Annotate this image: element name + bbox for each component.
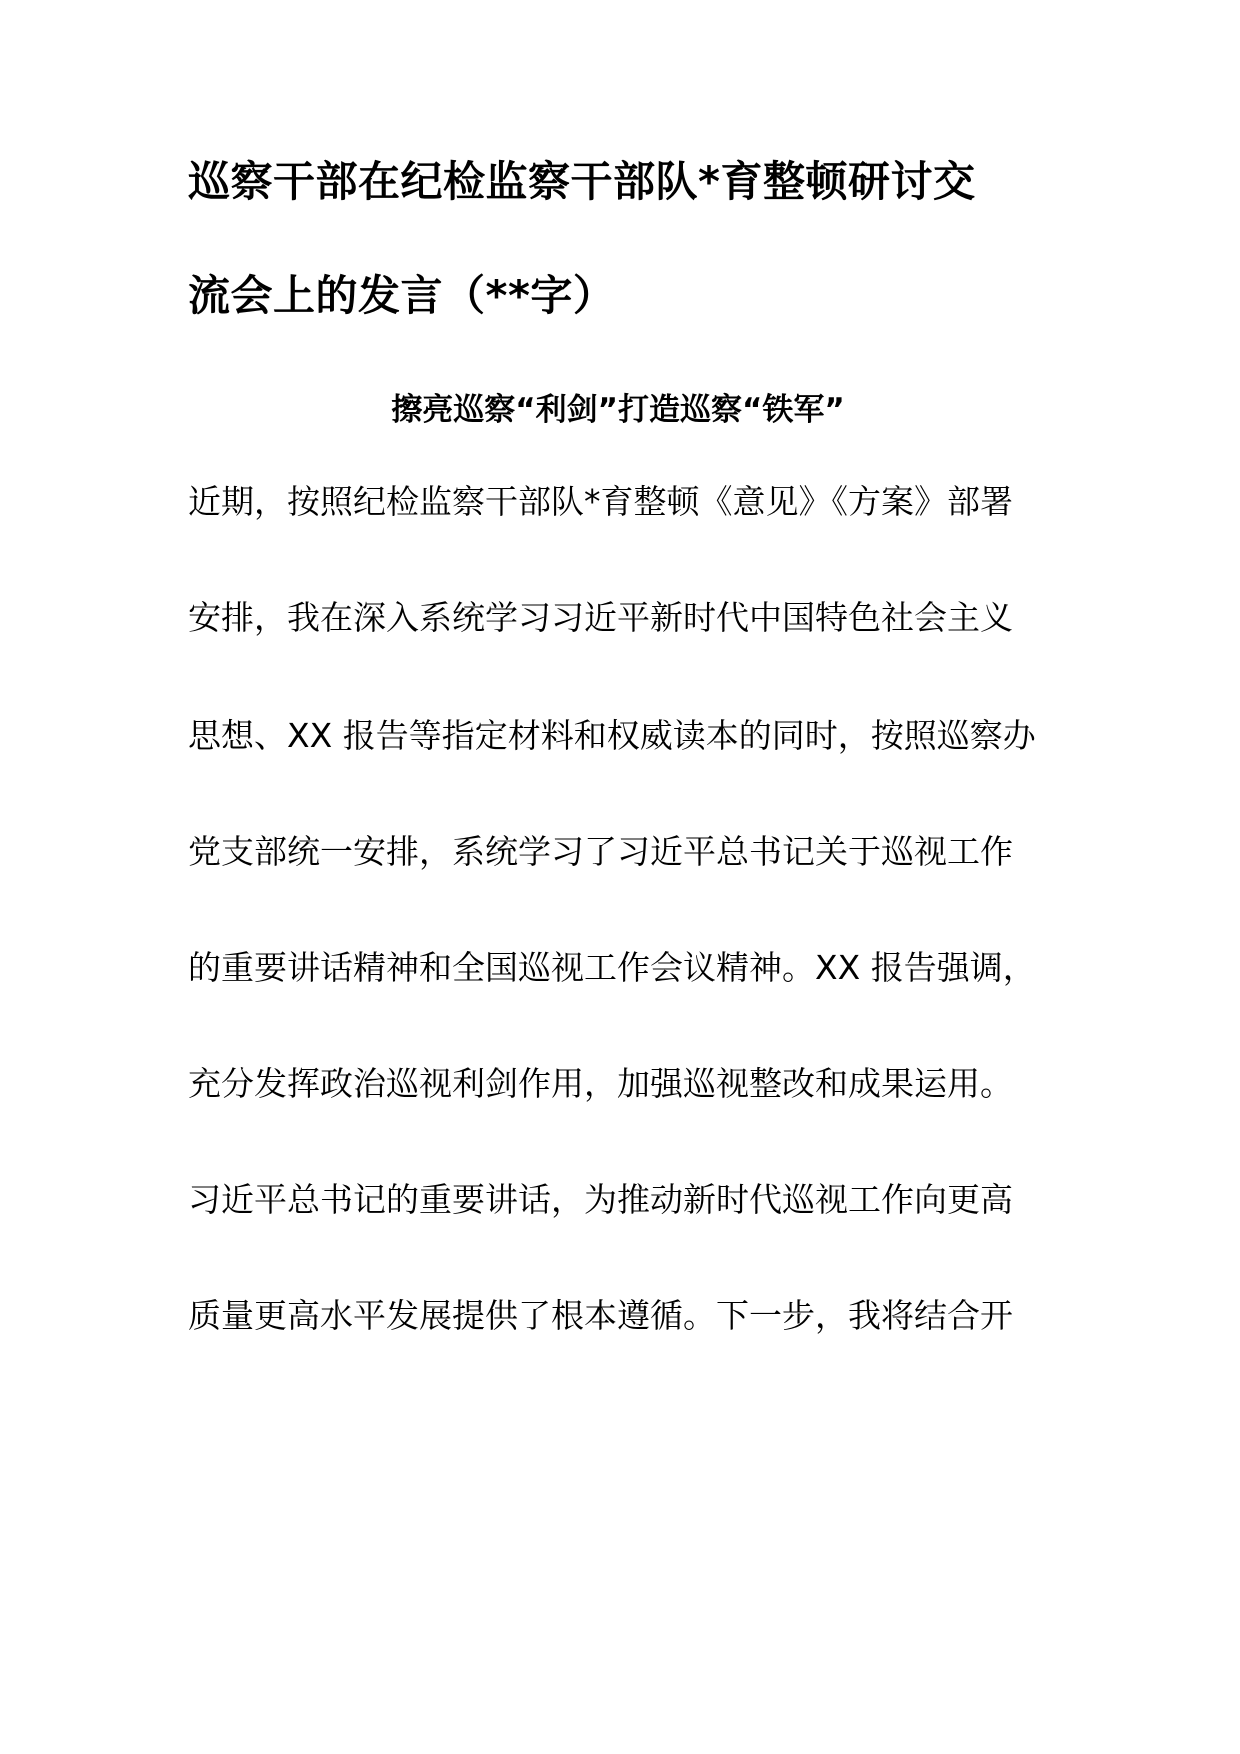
body-line-5: 的重要讲话精神和全国巡视工作会议精神。XX 报告强调， <box>188 948 1036 987</box>
body-line-1: 近期，按照纪检监察干部队*育整顿《意见》《方案》部署 <box>188 482 1013 521</box>
body-line-8: 质量更高水平发展提供了根本遵循。下一步，我将结合开 <box>188 1296 1013 1335</box>
document-title-line-2: 流会上的发言（**字） <box>188 271 616 320</box>
document-subtitle: 擦亮巡察“利剑”打造巡察“铁军” <box>391 392 845 428</box>
body-line-7: 习近平总书记的重要讲话，为推动新时代巡视工作向更高 <box>188 1180 1013 1219</box>
body-line-2: 安排，我在深入系统学习习近平新时代中国特色社会主义 <box>188 598 1013 637</box>
body-line-3: 思想、XX 报告等指定材料和权威读本的同时，按照巡察办 <box>188 716 1036 755</box>
document-title-line-1: 巡察干部在纪检监察干部队*育整顿研讨交 <box>188 157 976 206</box>
body-line-6: 充分发挥政治巡视利剑作用，加强巡视整改和成果运用。 <box>188 1064 1013 1103</box>
body-line-4: 党支部统一安排，系统学习了习近平总书记关于巡视工作 <box>188 832 1013 871</box>
